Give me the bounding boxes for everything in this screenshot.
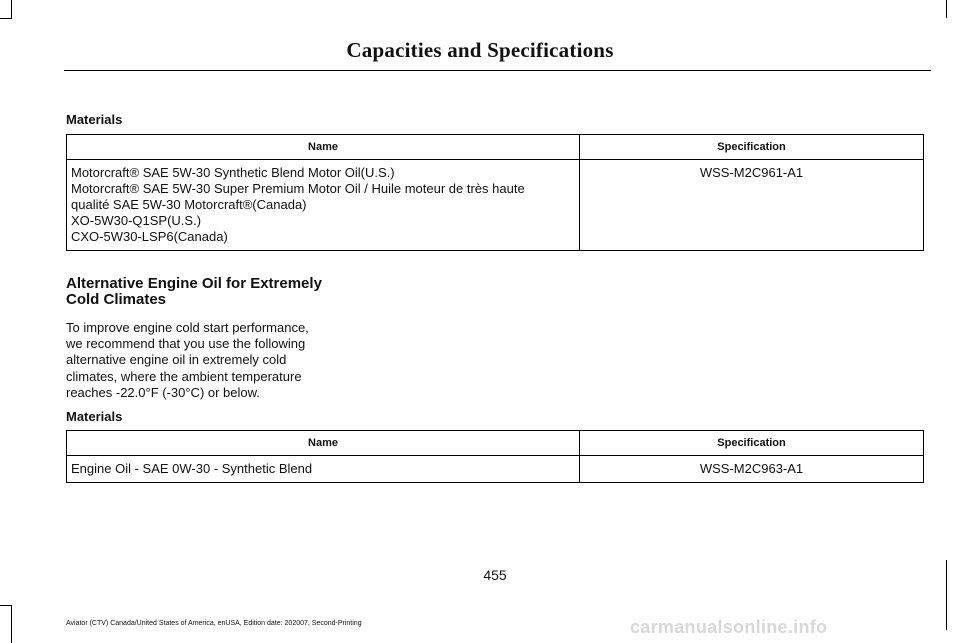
table-header-row <box>67 431 924 456</box>
paragraph-line: To improve engine cold start performance, <box>66 320 309 335</box>
section-heading <box>66 276 336 308</box>
name-line: Motorcraft® SAE 5W-30 Synthetic Blend Motor Oil(U.S.) <box>71 165 395 180</box>
crop-mark-top-right <box>946 0 947 18</box>
name-line: Motorcraft® SAE 5W-30 Super Premium Motor Oil / Huile moteur de très haute <box>71 181 525 196</box>
footer-edition-text: Aviator (CTV) Canada/United States of America, enUSA, Edition date: 202007, Second-Printing <box>66 620 362 627</box>
paragraph-line: reaches -22.0°F (-30°C) or below. <box>66 384 260 400</box>
table-header-row <box>67 135 924 160</box>
paragraph-line: alternative engine oil in extremely cold <box>66 352 287 368</box>
cell-specification: WSS-M2C961-A1 <box>580 160 924 251</box>
paragraph-line: climates, where the ambient temperature <box>66 368 302 384</box>
section-paragraph <box>66 320 341 401</box>
name-line: CXO-5W30-LSP6(Canada) <box>71 229 228 244</box>
table2-label: Materials <box>66 409 123 424</box>
col-header-name: Name <box>67 431 580 456</box>
table-row <box>67 160 924 251</box>
name-line: XO-5W30-Q1SP(U.S.) <box>71 213 202 228</box>
materials-table-2 <box>66 430 924 483</box>
heading-line: Alternative Engine Oil for Extremely <box>66 275 322 292</box>
name-line: qualité SAE 5W-30 Motorcraft®(Canada) <box>71 197 307 212</box>
cell-specification: WSS-M2C963-A1 <box>580 456 924 483</box>
crop-mark-bottom-left-h <box>0 605 12 606</box>
col-header-name: Name <box>67 135 580 160</box>
crop-mark-top-left <box>11 0 12 18</box>
header-divider <box>64 70 931 71</box>
col-header-specification: Specification <box>580 135 924 160</box>
page-number: 455 <box>483 567 507 583</box>
crop-mark-top-left-h <box>0 18 12 19</box>
cell-name: Engine Oil - SAE 0W-30 - Synthetic Blend <box>67 456 580 483</box>
col-header-specification: Specification <box>580 431 924 456</box>
page-title: Capacities and Specifications <box>346 38 614 62</box>
watermark: carmanualsonline.info <box>630 617 828 637</box>
crop-mark-bottom-left <box>11 605 12 643</box>
heading-line: Cold Climates <box>66 291 167 308</box>
table-row <box>67 456 924 483</box>
paragraph-line: we recommend that you use the following <box>66 336 306 352</box>
table1-label: Materials <box>66 112 123 127</box>
cell-name <box>67 160 580 251</box>
materials-table-1 <box>66 134 924 251</box>
